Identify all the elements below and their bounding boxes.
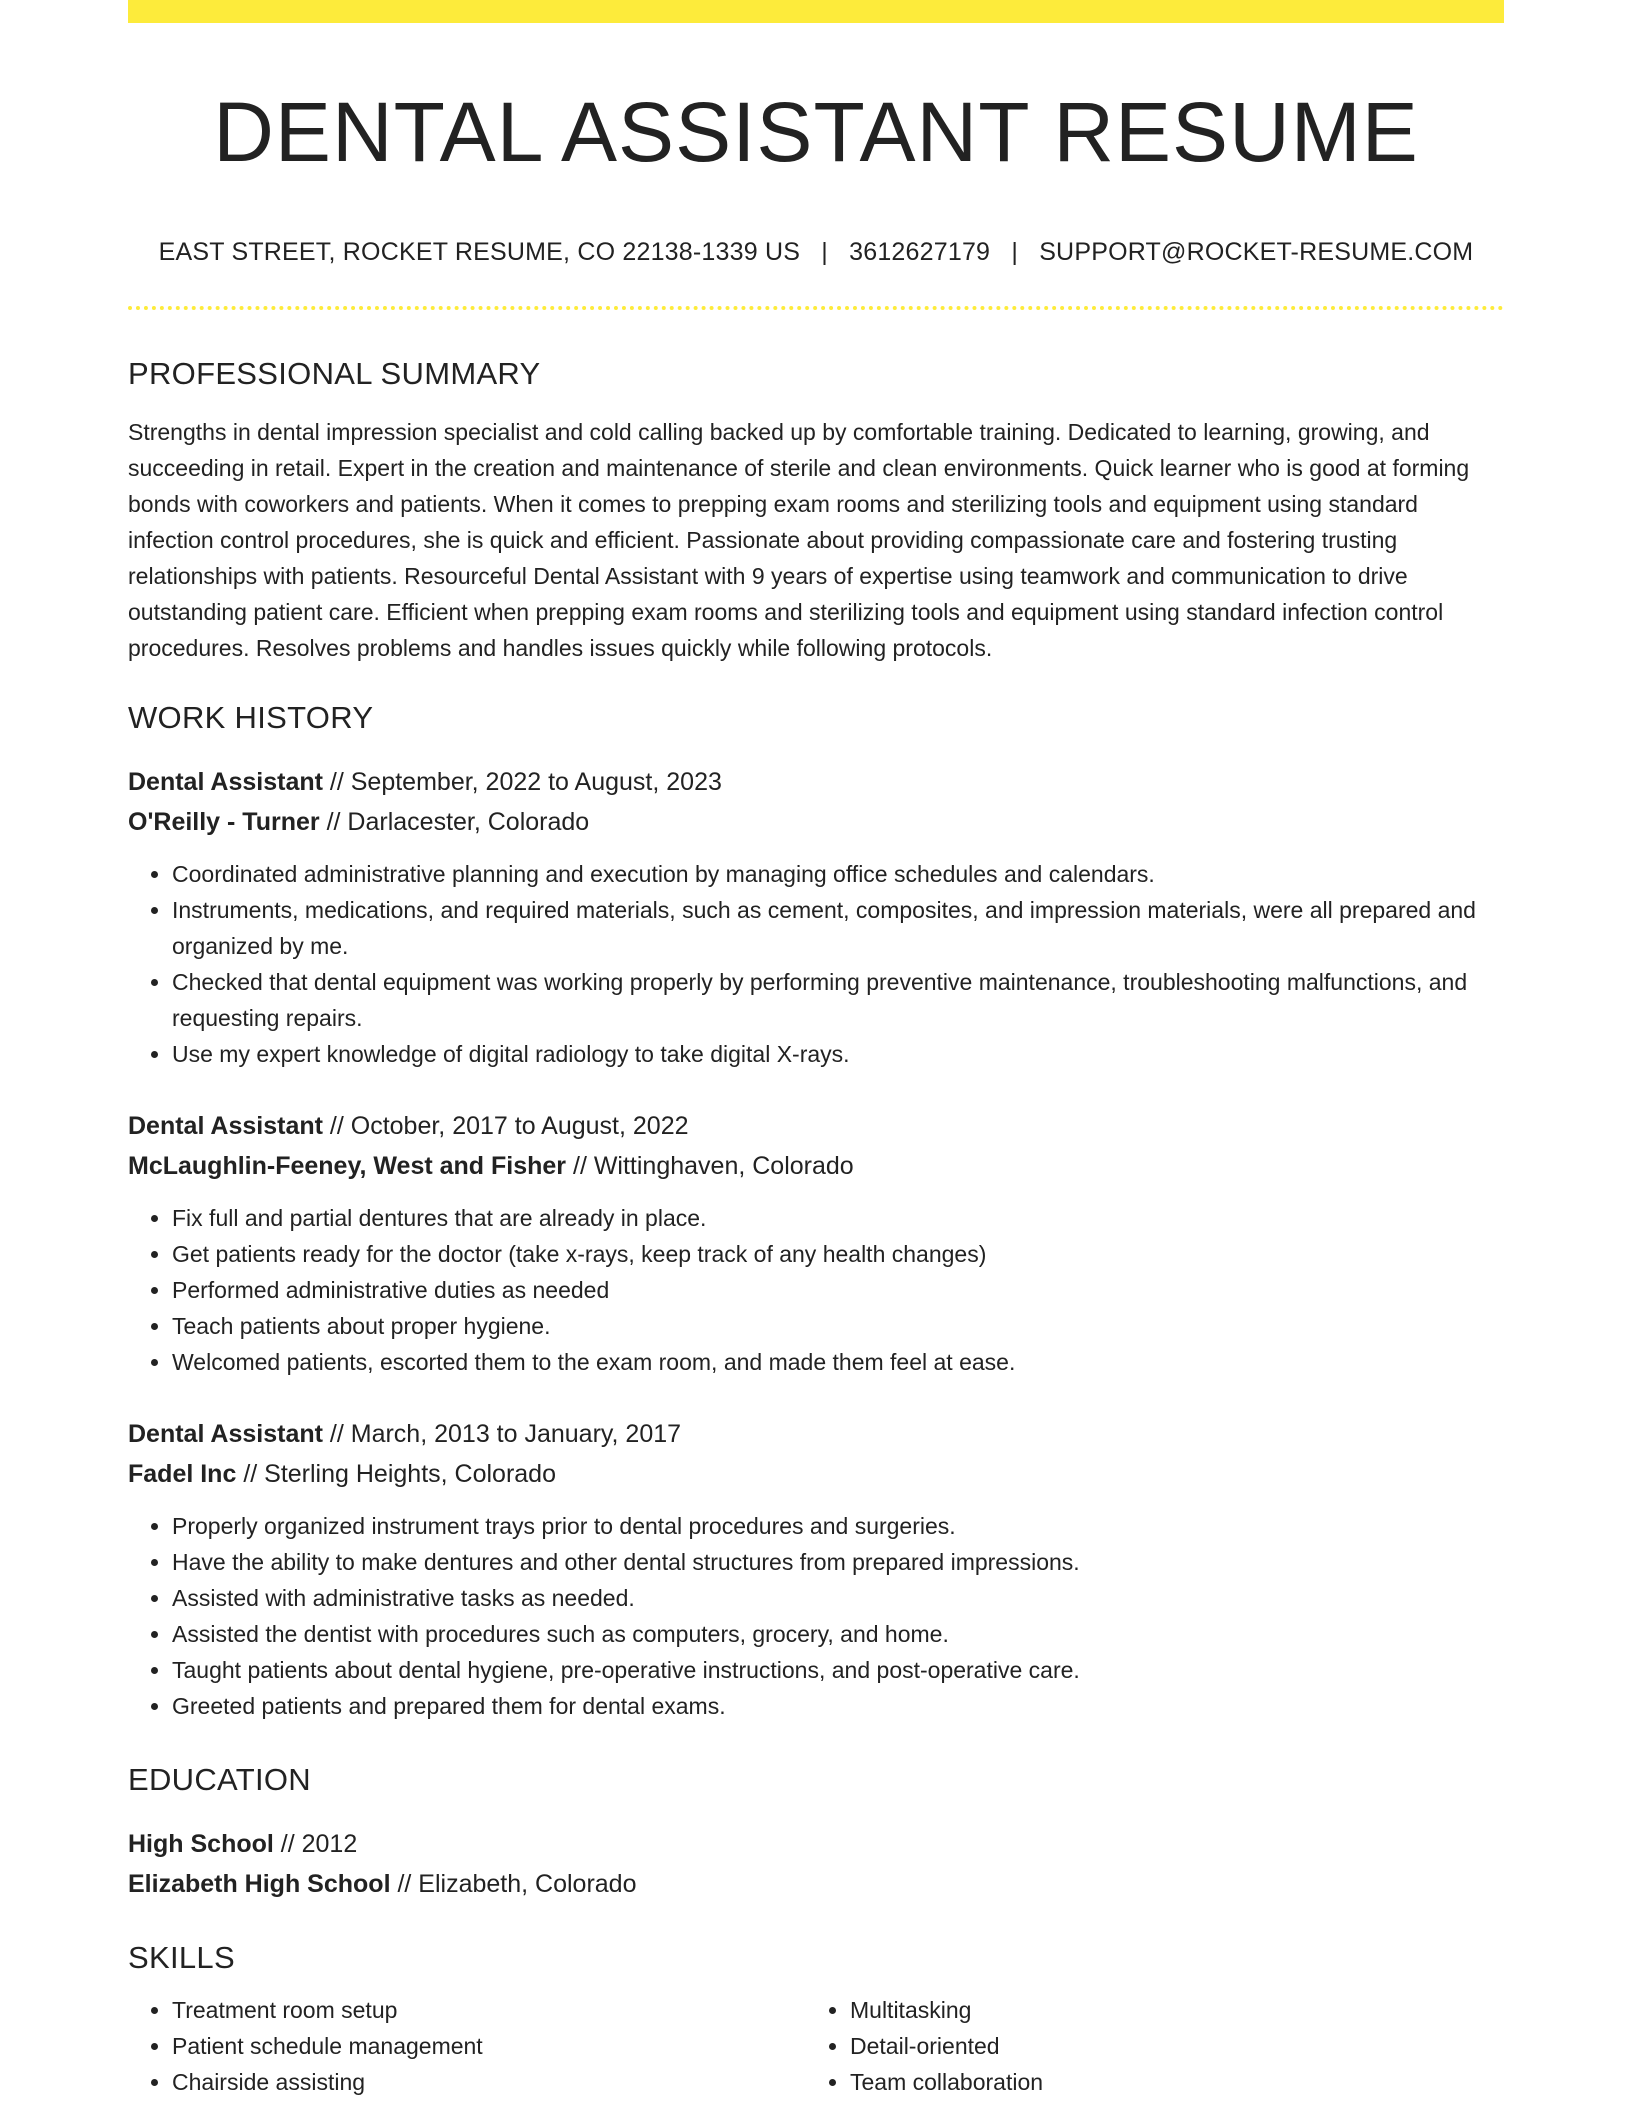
job-duties-list (128, 1508, 1504, 1724)
list-item: • Taught patients about dental hygiene, pre-operative instructions, and post-operative care. (172, 1652, 1504, 1688)
list-item: • Get patients ready for the doctor (take x-rays, keep track of any health changes) (172, 1236, 1504, 1272)
job-company-line (128, 1454, 1504, 1494)
resume-content (128, 0, 1504, 2100)
list-item: • Instruments, medications, and required materials, such as cement, composites, and impression materials, were all prepared and organized by me. (172, 892, 1504, 964)
contact-line (128, 236, 1504, 268)
job-dates: // September, 2022 to August, 2023 (322, 768, 722, 796)
job-company-line (128, 1146, 1504, 1186)
page-title: DENTAL ASSISTANT RESUME (213, 85, 1419, 179)
job-duties-list (128, 1200, 1504, 1380)
list-item: • Assisted the dentist with procedures such as computers, grocery, and home. (172, 1616, 1504, 1652)
skill-item: • Detail-oriented (850, 2028, 1484, 2064)
contact-separator: | (821, 238, 828, 266)
work-history-heading: WORK HISTORY (128, 700, 374, 735)
job-title-line (128, 762, 1504, 802)
skill-item: • Treatment room setup (172, 1992, 806, 2028)
job-title: Dental Assistant (128, 1420, 323, 1448)
skills-list-right (806, 1992, 1484, 2100)
job-location: // Sterling Heights, Colorado (236, 1460, 556, 1488)
job-dates: // October, 2017 to August, 2022 (322, 1112, 689, 1140)
job-title: Dental Assistant (128, 768, 323, 796)
education-year: // 2012 (273, 1830, 358, 1858)
education-heading: EDUCATION (128, 1762, 311, 1797)
list-item: • Have the ability to make dentures and other dental structures from prepared impressions. (172, 1544, 1504, 1580)
list-item: • Checked that dental equipment was working properly by performing preventive maintenance, troubleshooting malfunctions, and requesting repairs. (172, 964, 1504, 1036)
contact-email: SUPPORT@ROCKET-RESUME.COM (1039, 238, 1474, 266)
job-duties-list (128, 856, 1504, 1072)
job-title: Dental Assistant (128, 1112, 323, 1140)
list-item: • Welcomed patients, escorted them to the exam room, and made them feel at ease. (172, 1344, 1504, 1380)
skill-item: • Team collaboration (850, 2064, 1484, 2100)
job-company: O'Reilly - Turner (128, 808, 320, 836)
list-item: • Properly organized instrument trays prior to dental procedures and surgeries. (172, 1508, 1504, 1544)
job-entry (128, 1414, 1504, 1724)
skills-list-left (128, 1992, 806, 2100)
education-degree: High School (128, 1830, 274, 1858)
list-item: • Use my expert knowledge of digital radiology to take digital X-rays. (172, 1036, 1504, 1072)
list-item: • Coordinated administrative planning and execution by managing office schedules and calendars. (172, 856, 1504, 892)
job-title-line (128, 1106, 1504, 1146)
job-company: Fadel Inc (128, 1460, 237, 1488)
education-location: // Elizabeth, Colorado (390, 1870, 637, 1898)
education-school: Elizabeth High School (128, 1870, 391, 1898)
dotted-divider (128, 306, 1504, 310)
list-item: • Greeted patients and prepared them for dental exams. (172, 1688, 1504, 1724)
skill-item: • Chairside assisting (172, 2064, 806, 2100)
contact-phone: 3612627179 (849, 238, 991, 266)
job-location: // Wittinghaven, Colorado (566, 1152, 854, 1180)
contact-address: EAST STREET, ROCKET RESUME, CO 22138-1339 US (158, 238, 801, 266)
skills-heading: SKILLS (128, 1940, 235, 1975)
contact-separator: | (1011, 238, 1019, 266)
job-entry (128, 762, 1504, 1072)
job-entry (128, 1106, 1504, 1380)
list-item: • Teach patients about proper hygiene. (172, 1308, 1504, 1344)
job-dates: // March, 2013 to January, 2017 (322, 1420, 682, 1448)
education-degree-line (128, 1824, 1504, 1864)
summary-heading: PROFESSIONAL SUMMARY (128, 356, 541, 391)
job-company: McLaughlin-Feeney, West and Fisher (128, 1152, 567, 1180)
education-school-line (128, 1864, 1504, 1904)
list-item: • Fix full and partial dentures that are already in place. (172, 1200, 1504, 1236)
list-item: • Performed administrative duties as needed (172, 1272, 1504, 1308)
skill-item: • Multitasking (850, 1992, 1484, 2028)
summary-text: Strengths in dental impression specialist and cold calling backed up by comfortable training. Dedicated to learning, growing, and succeeding in retail. Expert in the creation and maintenance of sterile and clean environments. Quick learner who is good at forming bonds with coworkers and patients. When it comes to prepping exam rooms and sterilizing tools and equipment using standard infection control procedures, she is quick and efficient. Passionate about providing compassionate care and fostering trusting relationships with patients. Resourceful Dental Assistant with 9 years of expertise using teamwork and communication to drive outstanding patient care. Efficient when prepping exam rooms and sterilizing tools and equipment using standard infection control procedures. Resolves problems and handles issues quickly while following protocols. (128, 419, 1470, 661)
skills-columns (128, 1992, 1504, 2100)
list-item: • Assisted with administrative tasks as needed. (172, 1580, 1504, 1616)
job-location: // Darlacester, Colorado (319, 808, 590, 836)
job-title-line (128, 1414, 1504, 1454)
skill-item: • Patient schedule management (172, 2028, 806, 2064)
job-company-line (128, 802, 1504, 842)
